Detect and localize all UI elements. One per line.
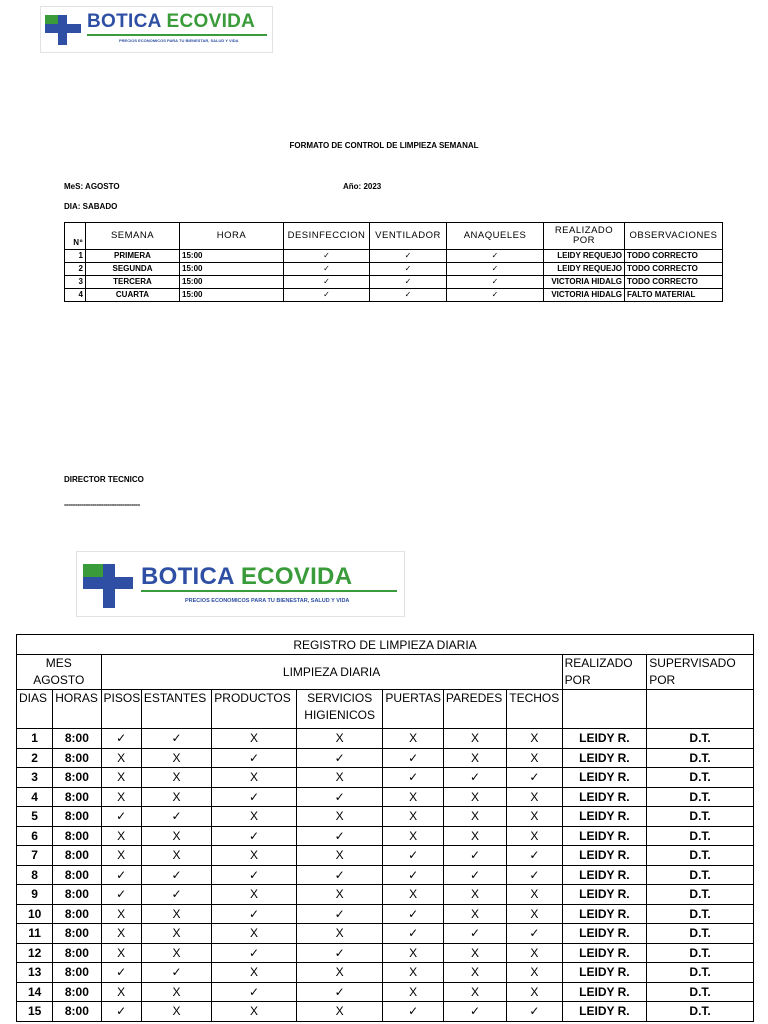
daily-cell-mark: ✓ (507, 846, 562, 866)
daily-cell-mark: X (101, 943, 141, 963)
daily-cell-dia: 8 (17, 865, 53, 885)
daily-cell-mark: X (296, 729, 383, 749)
daily-cell-mark: ✓ (296, 787, 383, 807)
daily-row (17, 807, 754, 827)
daily-cell-mark: X (507, 982, 562, 1002)
weekly-cell-ventilador: ✓ (370, 276, 447, 289)
daily-cell-hora: 8:00 (53, 865, 101, 885)
daily-cell-hora: 8:00 (53, 846, 101, 866)
daily-col-header: SERVICIOS HIGIENICOS (296, 690, 383, 729)
daily-cell-dia: 11 (17, 924, 53, 944)
weekly-cell-hora: 15:00 (180, 263, 284, 276)
daily-col-header: TECHOS (507, 690, 562, 729)
daily-cell-mark: X (383, 982, 443, 1002)
daily-month-cell (17, 655, 102, 690)
daily-cell-mark: X (296, 1002, 383, 1022)
top-logo (40, 6, 273, 53)
daily-cell-mark: ✓ (507, 768, 562, 788)
weekly-cell-realizado: VICTORIA HIDALG (544, 289, 625, 302)
daily-table (16, 634, 754, 1022)
daily-cell-realizado: LEIDY R. (562, 768, 647, 788)
daily-cell-mark: ✓ (296, 982, 383, 1002)
daily-cell-mark: X (296, 924, 383, 944)
daily-cell-supervisado: D.T. (647, 963, 754, 983)
daily-cell-hora: 8:00 (53, 963, 101, 983)
daily-cell-mark: ✓ (101, 1002, 141, 1022)
daily-empty-cell (562, 690, 647, 729)
weekly-cell-obs: TODO CORRECTO (625, 250, 723, 263)
daily-cell-hora: 8:00 (53, 1002, 101, 1022)
daily-empty-cell (647, 690, 754, 729)
daily-col-header: PISOS (101, 690, 141, 729)
daily-cell-mark: ✓ (296, 865, 383, 885)
daily-cell-dia: 12 (17, 943, 53, 963)
daily-cell-mark: X (383, 885, 443, 905)
daily-cell-mark: X (296, 846, 383, 866)
daily-cell-supervisado: D.T. (647, 768, 754, 788)
weekly-col-header: OBSERVACIONES (625, 223, 723, 250)
daily-cell-mark: ✓ (141, 729, 211, 749)
weekly-day: DIA: SABADO (64, 202, 118, 211)
weekly-header-row (65, 223, 723, 250)
daily-cell-mark: X (443, 963, 506, 983)
daily-cell-supervisado: D.T. (647, 748, 754, 768)
daily-cell-dia: 5 (17, 807, 53, 827)
daily-cell-mark: ✓ (383, 846, 443, 866)
weekly-cell-ventilador: ✓ (370, 263, 447, 276)
daily-cell-supervisado: D.T. (647, 1002, 754, 1022)
daily-month-value: AGOSTO (33, 673, 85, 687)
daily-cell-mark: X (443, 904, 506, 924)
brand-name-2: ECOVIDA (166, 11, 256, 32)
daily-cell-mark: X (101, 982, 141, 1002)
daily-col-header: PUERTAS (383, 690, 443, 729)
daily-row (17, 885, 754, 905)
daily-cell-mark: X (383, 943, 443, 963)
weekly-row (65, 250, 723, 263)
daily-cell-mark: ✓ (141, 865, 211, 885)
daily-cell-realizado: LEIDY R. (562, 982, 647, 1002)
daily-cell-mark: X (443, 943, 506, 963)
bottom-logo (76, 551, 405, 617)
daily-cell-dia: 9 (17, 885, 53, 905)
daily-cell-mark: ✓ (383, 768, 443, 788)
daily-cell-hora: 8:00 (53, 904, 101, 924)
weekly-col-header: VENTILADOR (370, 223, 447, 250)
daily-title: REGISTRO DE LIMPIEZA DIARIA (17, 635, 754, 655)
daily-cell-mark: X (212, 768, 297, 788)
daily-row (17, 729, 754, 749)
daily-row (17, 924, 754, 944)
daily-cell-hora: 8:00 (53, 924, 101, 944)
daily-cell-dia: 2 (17, 748, 53, 768)
daily-cell-mark: ✓ (296, 748, 383, 768)
weekly-col-header: DESINFECCION (284, 223, 370, 250)
daily-cell-supervisado: D.T. (647, 885, 754, 905)
weekly-cell-anaqueles: ✓ (447, 289, 544, 302)
daily-cell-mark: X (383, 807, 443, 827)
daily-cell-mark: X (141, 787, 211, 807)
daily-cell-supervisado: D.T. (647, 729, 754, 749)
daily-cell-mark: X (101, 768, 141, 788)
weekly-row (65, 289, 723, 302)
daily-cell-hora: 8:00 (53, 807, 101, 827)
daily-cell-supervisado: D.T. (647, 807, 754, 827)
daily-cell-mark: ✓ (141, 885, 211, 905)
daily-cell-hora: 8:00 (53, 748, 101, 768)
weekly-cell-semana: TERCERA (86, 276, 180, 289)
weekly-col-header: HORA (180, 223, 284, 250)
daily-cell-dia: 7 (17, 846, 53, 866)
daily-cell-mark: ✓ (212, 982, 297, 1002)
daily-cell-mark: X (507, 807, 562, 827)
daily-cell-mark: X (443, 982, 506, 1002)
daily-cell-dia: 1 (17, 729, 53, 749)
cross-icon (77, 552, 139, 616)
weekly-cell-anaqueles: ✓ (447, 250, 544, 263)
daily-cell-dia: 13 (17, 963, 53, 983)
weekly-cell-hora: 15:00 (180, 250, 284, 263)
daily-row (17, 963, 754, 983)
daily-cell-mark: X (296, 963, 383, 983)
daily-cell-mark: X (296, 807, 383, 827)
daily-cell-mark: ✓ (212, 787, 297, 807)
daily-cell-mark: X (141, 846, 211, 866)
daily-cell-dia: 4 (17, 787, 53, 807)
daily-cell-mark: X (443, 748, 506, 768)
daily-cell-mark: X (101, 924, 141, 944)
daily-cell-mark: X (443, 807, 506, 827)
weekly-cell-anaqueles: ✓ (447, 276, 544, 289)
daily-cell-mark: X (212, 1002, 297, 1022)
daily-cell-hora: 8:00 (53, 787, 101, 807)
daily-cell-mark: X (212, 963, 297, 983)
weekly-cell-anaqueles: ✓ (447, 263, 544, 276)
daily-cell-mark: X (101, 787, 141, 807)
daily-row (17, 768, 754, 788)
daily-cell-mark: ✓ (507, 865, 562, 885)
daily-cell-dia: 10 (17, 904, 53, 924)
daily-cell-mark: X (141, 1002, 211, 1022)
daily-cell-mark: ✓ (383, 748, 443, 768)
weekly-cell-realizado: LEIDY REQUEJO (544, 263, 625, 276)
weekly-cell-ventilador: ✓ (370, 250, 447, 263)
daily-cell-mark: ✓ (101, 865, 141, 885)
daily-cell-mark: ✓ (212, 826, 297, 846)
daily-cell-mark: ✓ (507, 1002, 562, 1022)
daily-cell-mark: X (212, 885, 297, 905)
daily-row (17, 787, 754, 807)
daily-cell-mark: X (383, 787, 443, 807)
daily-cell-mark: X (212, 807, 297, 827)
daily-cell-realizado: LEIDY R. (562, 924, 647, 944)
daily-cell-mark: X (141, 943, 211, 963)
daily-cell-mark: X (507, 904, 562, 924)
daily-row (17, 982, 754, 1002)
daily-cell-dia: 15 (17, 1002, 53, 1022)
daily-cell-mark: X (507, 885, 562, 905)
daily-cell-mark: ✓ (443, 924, 506, 944)
daily-cell-mark: X (296, 885, 383, 905)
daily-cell-mark: X (507, 748, 562, 768)
daily-cell-mark: ✓ (141, 963, 211, 983)
daily-col-header: PRODUCTOS (212, 690, 297, 729)
daily-row (17, 1002, 754, 1022)
daily-cell-mark: X (101, 904, 141, 924)
weekly-cell-semana: PRIMERA (86, 250, 180, 263)
daily-cell-mark: ✓ (212, 904, 297, 924)
daily-cell-dia: 6 (17, 826, 53, 846)
daily-cell-mark: X (443, 826, 506, 846)
weekly-cell-desinfeccion: ✓ (284, 250, 370, 263)
brand-tagline: PRECIOS ECONOMICOS PARA TU BIENESTAR, SALUD Y VIDA (185, 598, 350, 604)
daily-cell-mark: ✓ (443, 768, 506, 788)
daily-cell-supervisado: D.T. (647, 787, 754, 807)
daily-cell-mark: X (507, 943, 562, 963)
daily-cell-realizado: LEIDY R. (562, 729, 647, 749)
daily-cell-realizado: LEIDY R. (562, 943, 647, 963)
weekly-col-header: SEMANA (86, 223, 180, 250)
weekly-col-header: REALIZADO POR (544, 223, 625, 250)
weekly-cell-hora: 15:00 (180, 289, 284, 302)
weekly-table (64, 222, 723, 302)
daily-cell-mark: X (141, 904, 211, 924)
weekly-cell-obs: TODO CORRECTO (625, 263, 723, 276)
cross-icon (41, 7, 85, 52)
weekly-title: FORMATO DE CONTROL DE LIMPIEZA SEMANAL (289, 141, 479, 150)
daily-cell-realizado: LEIDY R. (562, 748, 647, 768)
daily-cell-mark: X (101, 748, 141, 768)
daily-cell-mark: ✓ (296, 943, 383, 963)
weekly-cell-realizado: LEIDY REQUEJO (544, 250, 625, 263)
daily-supervisado-label: SUPERVISADO POR (647, 655, 754, 690)
weekly-cell-semana: CUARTA (86, 289, 180, 302)
daily-cell-mark: X (383, 963, 443, 983)
daily-cell-realizado: LEIDY R. (562, 963, 647, 983)
daily-cell-mark: X (507, 729, 562, 749)
weekly-cell-desinfeccion: ✓ (284, 276, 370, 289)
daily-cell-dia: 14 (17, 982, 53, 1002)
daily-cell-mark: ✓ (141, 807, 211, 827)
daily-cell-hora: 8:00 (53, 943, 101, 963)
brand-name-1: BOTICA (141, 563, 234, 590)
daily-cell-mark: ✓ (443, 846, 506, 866)
daily-cell-realizado: LEIDY R. (562, 826, 647, 846)
daily-cell-hora: 8:00 (53, 729, 101, 749)
daily-cell-mark: ✓ (383, 865, 443, 885)
daily-cell-mark: ✓ (212, 943, 297, 963)
daily-cell-mark: X (383, 826, 443, 846)
daily-cell-supervisado: D.T. (647, 982, 754, 1002)
daily-col-header: HORAS (53, 690, 101, 729)
signature-line: ----------------------------------- (64, 500, 140, 509)
weekly-cell-desinfeccion: ✓ (284, 289, 370, 302)
daily-cell-hora: 8:00 (53, 768, 101, 788)
daily-cell-mark: X (141, 768, 211, 788)
daily-cell-mark: ✓ (383, 924, 443, 944)
daily-col-header: ESTANTES (141, 690, 211, 729)
daily-cell-mark: ✓ (383, 904, 443, 924)
weekly-cell-desinfeccion: ✓ (284, 263, 370, 276)
weekly-cell-realizado: VICTORIA HIDALG (544, 276, 625, 289)
daily-cell-supervisado: D.T. (647, 846, 754, 866)
daily-cell-mark: X (507, 963, 562, 983)
daily-month-label: MES (45, 656, 72, 670)
daily-cell-mark: X (141, 982, 211, 1002)
daily-cell-realizado: LEIDY R. (562, 787, 647, 807)
weekly-col-header: ANAQUELES (447, 223, 544, 250)
daily-cell-mark: ✓ (296, 826, 383, 846)
daily-cell-supervisado: D.T. (647, 904, 754, 924)
brand-name-1: BOTICA (87, 11, 161, 32)
daily-cell-realizado: LEIDY R. (562, 885, 647, 905)
daily-cell-hora: 8:00 (53, 826, 101, 846)
daily-cell-mark: X (141, 826, 211, 846)
daily-cell-mark: X (443, 787, 506, 807)
weekly-month: MeS: AGOSTO (64, 182, 120, 191)
daily-row (17, 846, 754, 866)
daily-cell-mark: X (212, 729, 297, 749)
daily-cell-supervisado: D.T. (647, 865, 754, 885)
daily-cell-mark: X (101, 846, 141, 866)
daily-cell-mark: X (443, 729, 506, 749)
daily-col-header: DIAS (17, 690, 53, 729)
daily-cell-dia: 3 (17, 768, 53, 788)
daily-cell-mark: X (141, 924, 211, 944)
daily-cell-realizado: LEIDY R. (562, 846, 647, 866)
weekly-cell-ventilador: ✓ (370, 289, 447, 302)
weekly-cell-semana: SEGUNDA (86, 263, 180, 276)
daily-cell-mark: X (507, 787, 562, 807)
brand-name-2: ECOVIDA (240, 563, 353, 590)
daily-cell-mark: ✓ (101, 807, 141, 827)
weekly-cell-n: 2 (65, 263, 86, 276)
daily-row (17, 865, 754, 885)
daily-cell-mark: ✓ (212, 865, 297, 885)
daily-cell-realizado: LEIDY R. (562, 1002, 647, 1022)
daily-cell-hora: 8:00 (53, 885, 101, 905)
daily-group-label: LIMPIEZA DIARIA (101, 655, 562, 690)
daily-cell-mark: ✓ (101, 885, 141, 905)
daily-row (17, 826, 754, 846)
daily-cell-mark: X (443, 885, 506, 905)
weekly-col-header: Nº (65, 223, 86, 250)
daily-cell-mark: ✓ (296, 904, 383, 924)
daily-cell-mark: ✓ (507, 924, 562, 944)
daily-cell-supervisado: D.T. (647, 943, 754, 963)
daily-cell-mark: ✓ (212, 748, 297, 768)
daily-cell-supervisado: D.T. (647, 826, 754, 846)
weekly-year: Año: 2023 (343, 182, 382, 191)
daily-cell-mark: ✓ (383, 1002, 443, 1022)
daily-row (17, 943, 754, 963)
daily-cell-mark: ✓ (443, 1002, 506, 1022)
daily-row (17, 748, 754, 768)
daily-cell-mark: X (212, 924, 297, 944)
daily-col-header: PAREDES (443, 690, 506, 729)
weekly-row (65, 276, 723, 289)
daily-cell-mark: X (212, 846, 297, 866)
weekly-cell-obs: TODO CORRECTO (625, 276, 723, 289)
weekly-cell-n: 3 (65, 276, 86, 289)
daily-cell-realizado: LEIDY R. (562, 904, 647, 924)
daily-cell-supervisado: D.T. (647, 924, 754, 944)
weekly-cell-n: 1 (65, 250, 86, 263)
weekly-row (65, 263, 723, 276)
daily-cell-mark: ✓ (443, 865, 506, 885)
weekly-cell-n: 4 (65, 289, 86, 302)
daily-cell-mark: X (141, 748, 211, 768)
daily-row (17, 904, 754, 924)
daily-cell-realizado: LEIDY R. (562, 865, 647, 885)
daily-cell-mark: ✓ (101, 729, 141, 749)
brand-tagline: PRECIOS ECONOMICOS PARA TU BIENESTAR, SALUD Y VIDA (119, 38, 239, 43)
daily-cell-mark: X (507, 826, 562, 846)
director-label: DIRECTOR TECNICO (64, 475, 144, 484)
daily-cell-mark: X (383, 729, 443, 749)
daily-cell-realizado: LEIDY R. (562, 807, 647, 827)
daily-cell-mark: X (101, 826, 141, 846)
daily-cell-mark: ✓ (101, 963, 141, 983)
daily-cell-mark: X (296, 768, 383, 788)
weekly-cell-obs: FALTO MATERIAL (625, 289, 723, 302)
weekly-cell-hora: 15:00 (180, 276, 284, 289)
daily-realizado-label: REALIZADO POR (562, 655, 647, 690)
daily-cell-hora: 8:00 (53, 982, 101, 1002)
